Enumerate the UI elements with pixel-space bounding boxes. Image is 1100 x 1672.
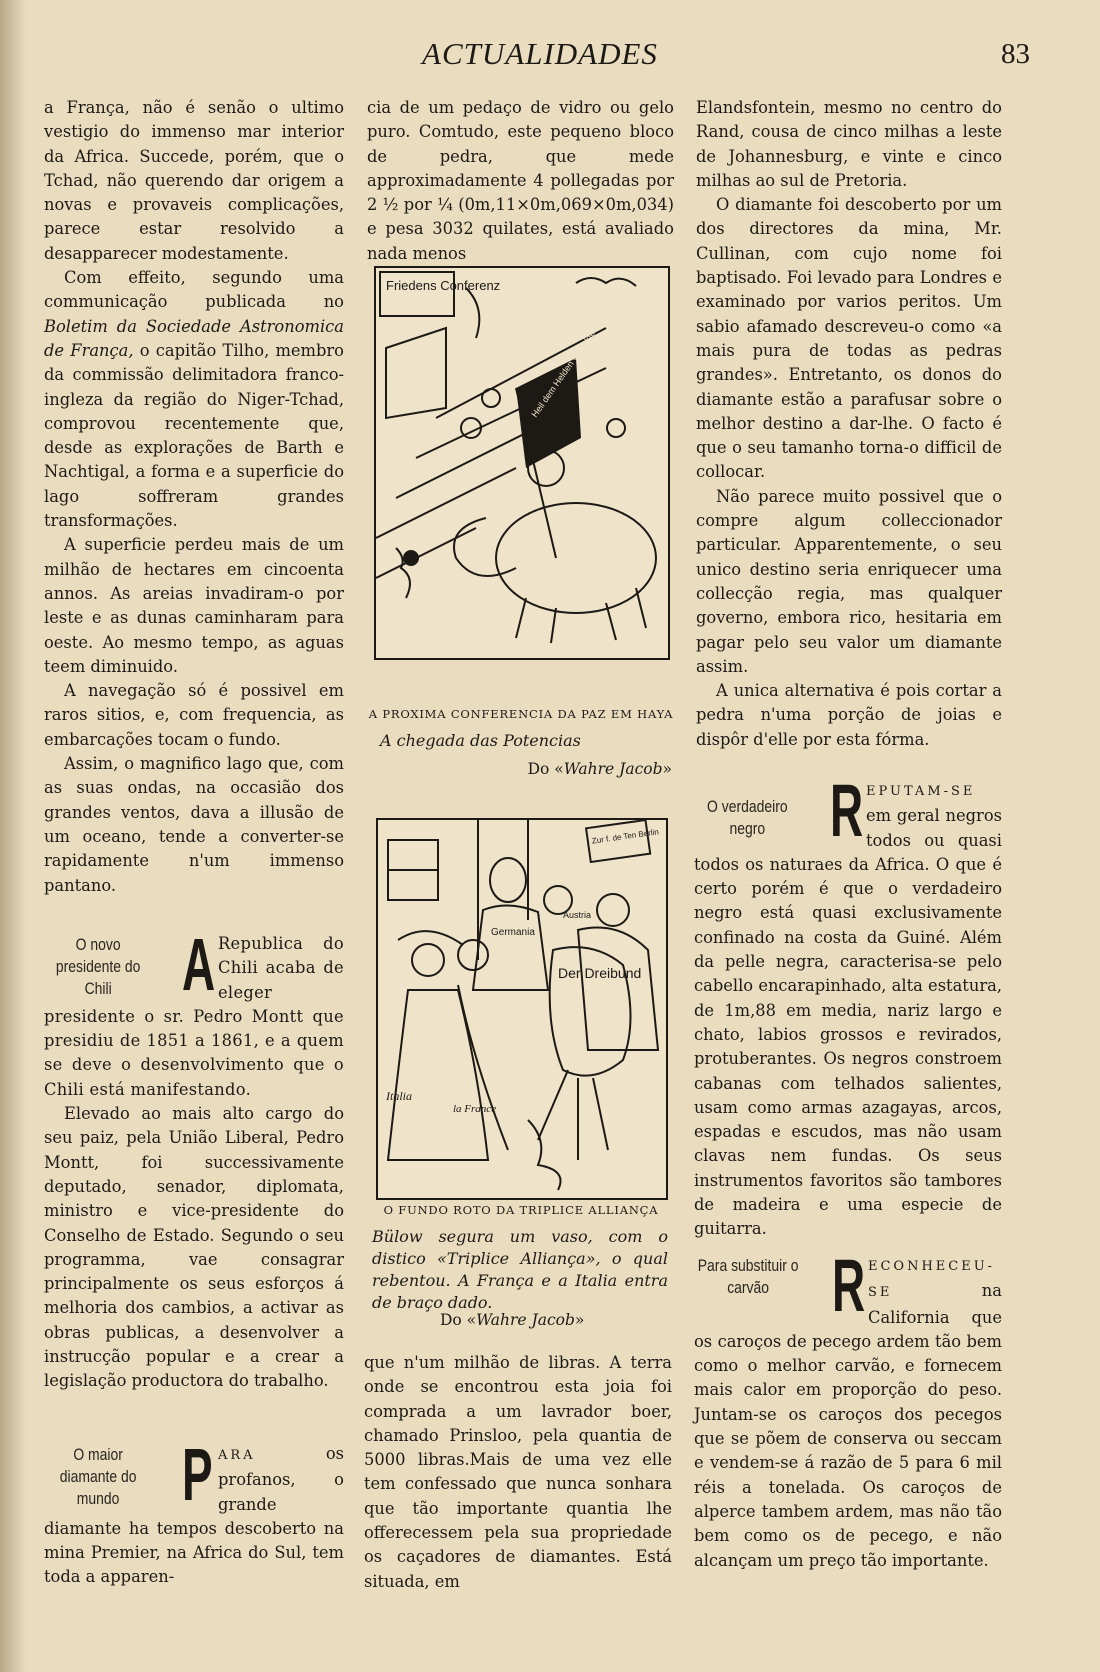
paragraph: Assim, o magnifico lago que, com as suas ondas, na occasião dos grandes ventos, dava a illusão de um oceano, tende a converter-se rapidamente n'um immenso pantano. (44, 754, 344, 895)
cartoon-caption-head: A PROXIMA CONFERENCIA DA PAZ EM HAYA (368, 707, 674, 721)
paragraph: Republica do Chili acaba de eleger presidente o sr. Pedro Montt que presidiu de 1851 a 1861, e a quem se deve o desenvolvimento que o Chili está manifestando. (44, 934, 344, 1099)
paragraph: A superficie perdeu mais de um milhão de hectares em cincoenta annos. As areias invadiram-o por leste e as dunas caminharam para oeste. Ao mesmo tempo, as aguas teem diminuido. (44, 535, 344, 676)
article-diamond-col3 (696, 96, 1002, 752)
source-prefix: Do « (440, 1311, 477, 1329)
article-carvao (694, 1244, 1002, 1573)
cartoon-triple-alliance (376, 818, 668, 1200)
cartoon-caption-head: O FUNDO ROTO DA TRIPLICE ALLIANÇA (383, 1203, 659, 1217)
drop-cap: R (830, 769, 864, 852)
drop-cap: R (832, 1244, 866, 1327)
text-run: na California que os caroços de pecego ardem tão bem como o melhor carvão, e fornecem mais calor em proporção do peso. Juntam-se os caroços dos pecegos que se põem de conserva ou seccam e vendem-se á razão de 5 para 6 mil réis a tonelada. Os caroços de alperce tambem ardem, mas não tão bem como os de pecego, e não alcançam um preço tão importante. (694, 1281, 1002, 1570)
cartoon-vase-text: Der Dreibund (558, 965, 642, 981)
cartoon-label: Italia (386, 1089, 412, 1103)
source-suffix: » (662, 760, 672, 778)
page-spine-shadow (0, 0, 26, 1672)
cartoon-label: Germania (491, 927, 535, 938)
article-tchad (44, 96, 344, 898)
article-diamond-start (44, 1433, 344, 1590)
cartoon-source (440, 1311, 610, 1329)
cartoon-label: la France (453, 1103, 497, 1115)
paragraph: Elevado ao mais alto cargo do seu paiz, pela União Liberal, Pedro Montt, foi successivamente deputado, senador, diplomata, ministro e vice-presidente do Conselho de Estado. Segundo o seu programma, vae consagrar principalmente os seus esforços á melhoria dos cambios, a activar as obras publicas, a desenvolver a instrucção popular e a crear a legislação productora do trabalho. (44, 1104, 344, 1391)
cartoon-banner-text: Heil dem Helden von Algeciras (529, 313, 608, 420)
paragraph: cia de um pedaço de vidro ou gelo puro. Comtudo, este pequeno bloco de pedra, que mede approximadamente 4 pollegadas por 2 ½ por ¼ (0m,11×0m,069×0m,034) e pesa 3032 quilates, está avaliado nada menos (367, 98, 674, 263)
paragraph: A unica alternativa é pois cortar a pedra n'uma porção de joias e dispôr d'elle por esta fórma. (696, 681, 1002, 749)
source-prefix: Do « (527, 760, 564, 778)
cartoon-caption: A chegada das Potencias (380, 731, 581, 750)
article-diamond-col2-bottom (364, 1351, 672, 1594)
cartoon-caption: Bülow segura um vaso, com o distico «Triplice Alliança», o qual rebentou. A França e a Italia entra de braço dado. (372, 1227, 668, 1312)
paragraph: que n'um milhão de libras. A terra onde se encontrou esta joia foi comprada a um lavrador boer, chamado Prinsloo, pela quantia de 5000 libras.Mais de uma vez elle tem confessado que nunca sonhara que tão importante quantia lhe offerecessem pela sua propriedade os caçadores de diamantes. Está situada, em (364, 1353, 672, 1591)
source-suffix: » (574, 1311, 585, 1329)
small-caps: EPUTAM-SE (866, 784, 976, 799)
cartoon-peace-conference (374, 266, 670, 660)
article-side-title: Para substituir o carvão (697, 1256, 799, 1297)
article-chile (44, 923, 344, 1394)
text-run: o capitão Tilho, membro da commissão delimitadora franco-ingleza da região do Niger-Tchad, comprovou recentemente que, desde as explorações de Barth e Nachtigal, a forma e a superficie do lago soffreram grandes transformações. (44, 340, 344, 531)
article-side-title: O verdadeiro negro (707, 797, 788, 838)
source-name: Wahre Jacob (476, 1311, 575, 1329)
paragraph: Elandsfontein, mesmo no centro do Rand, cousa de cinco milhas a leste de Johannesburg, e vinte e cinco milhas ao sul de Pretoria. (696, 98, 1002, 190)
source-name: Wahre Jacob (563, 760, 663, 778)
paragraph: O diamante foi descoberto por um dos directores da mina, Mr. Cullinan, com cujo nome foi baptisado. Foi levado para Londres e examinado por varios peritos. Um sabio afamado descreveu-o como «a mais pura de todas as pedras grandes». Entretanto, os donos do diamante estão a parafusar sobre o melhor destino a dar-lhe. O facto é que o seu tamanho torna-o difficil de collocar. (696, 195, 1002, 482)
paragraph: Não parece muito possivel que o compre algum colleccionador particular. Apparentemente, o seu unico destino seria enriquecer uma collecção regia, mas qualquer governo, embora rico, hesitaria em pagar pelo seu valor um diamante assim. (696, 486, 1002, 676)
paragraph: a França, não é senão o ultimo vestigio do immenso mar interior da Africa. Succede, porém, que o Tchad, não querendo dar origem a novas e provaveis complicações, parece estar resolvido a desapparecer modestamente. (44, 98, 344, 263)
publication-title: Boletim da Sociedade Astronomica de França, (44, 316, 344, 360)
paragraph: A navegação só é possivel em raros sitios, e, com frequencia, as embarcações tocam o fundo. (44, 681, 344, 749)
text-run: os profanos, o grande diamante ha tempos descoberto na mina Premier, na Africa do Sul, tem toda a apparen- (44, 1444, 344, 1587)
cartoon-illustration (376, 268, 668, 658)
text-run: Com effeito, segundo uma communicação publicada no (44, 268, 344, 312)
small-caps: ARA (218, 1448, 256, 1463)
cartoon-label: Austria (563, 910, 592, 920)
cartoon-sign-text: Zur f. de Ten Berlin (591, 827, 660, 846)
article-negro (694, 769, 1002, 1242)
paragraph (44, 266, 344, 533)
page-number: 83 (1001, 38, 1030, 70)
cartoon-illustration (378, 820, 666, 1198)
drop-cap: A (182, 923, 216, 1006)
article-side-title: O maior diamante do mundo (59, 1445, 137, 1508)
drop-cap: P (182, 1433, 213, 1516)
cartoon-sign-text: Friedens Conferenz (386, 278, 501, 293)
article-diamond-col2-top (367, 96, 674, 266)
small-caps: ECONHECEU-SE (868, 1259, 995, 1301)
text-run: em geral negros todos ou quasi todos os naturaes da Africa. O que é certo porém é que o verdadeiro negro está quasi exclusivamente confinado na costa da Guiné. Além da pelle negra, caracterisa-se pelo cabello encarapinhado, alta estatura, de 1m,88 em media, nariz largo e chato, labios grossos e revirados, protuberantes. Os negros constroem cabanas com telhados salientes, usam como armas azagayas, arcos, espadas e escudos, mas não usam clavas nem fundas. Os seus instrumentos favoritos são tambores de madeira e uma especie de guitarra. (694, 806, 1002, 1239)
article-side-title: O novo presidente do Chili (55, 935, 141, 998)
cartoon-source (512, 760, 672, 778)
page-title: ACTUALIDADES (422, 36, 658, 71)
